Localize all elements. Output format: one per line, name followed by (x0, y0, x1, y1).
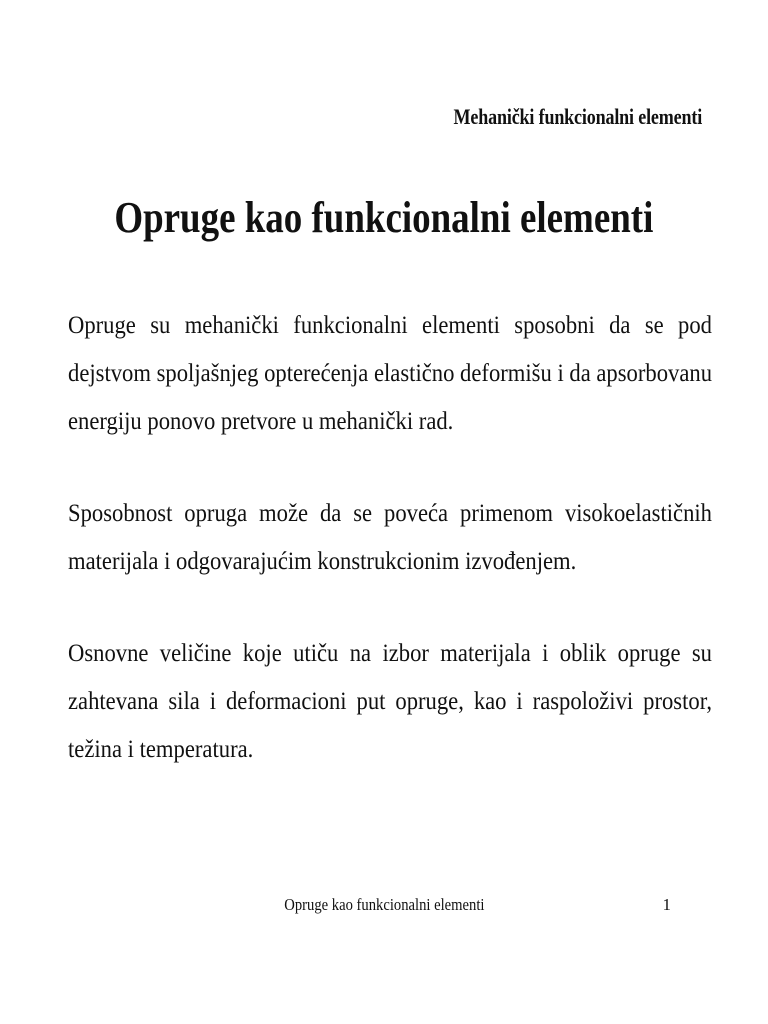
paragraph-selection-factors: Osnovne veličine koje utiču na izbor materijala i oblik opruge su zahtevana sila i deformacioni put opruge, kao i raspoloživi prostor, težina i temperatura. (68, 640, 712, 763)
paragraph-definition: Opruge su mehanički funkcionalni elementi sposobni da se pod dejstvom spoljašnjeg opterećenja elastično deformišu i da apsorbovanu energiju ponovo pretvore u mehanički rad. (68, 312, 713, 435)
footer-title (0, 895, 768, 915)
paragraph-capability: Sposobnost opruga može da se poveća primenom visokoelastičnih materijala i odgovarajućim konstrukcionim izvođenjem. (68, 500, 712, 575)
slide-footer (0, 895, 768, 919)
slide-body (68, 302, 712, 818)
page-number: 1 (662, 895, 671, 914)
slide-title (0, 192, 768, 243)
section-header: Mehanički funkcionalni elementi (453, 104, 702, 129)
slide-title-text: Opruge kao funkcionalni elementi (114, 193, 654, 242)
footer-title-text: Opruge kao funkcionalni elementi (283, 895, 485, 914)
